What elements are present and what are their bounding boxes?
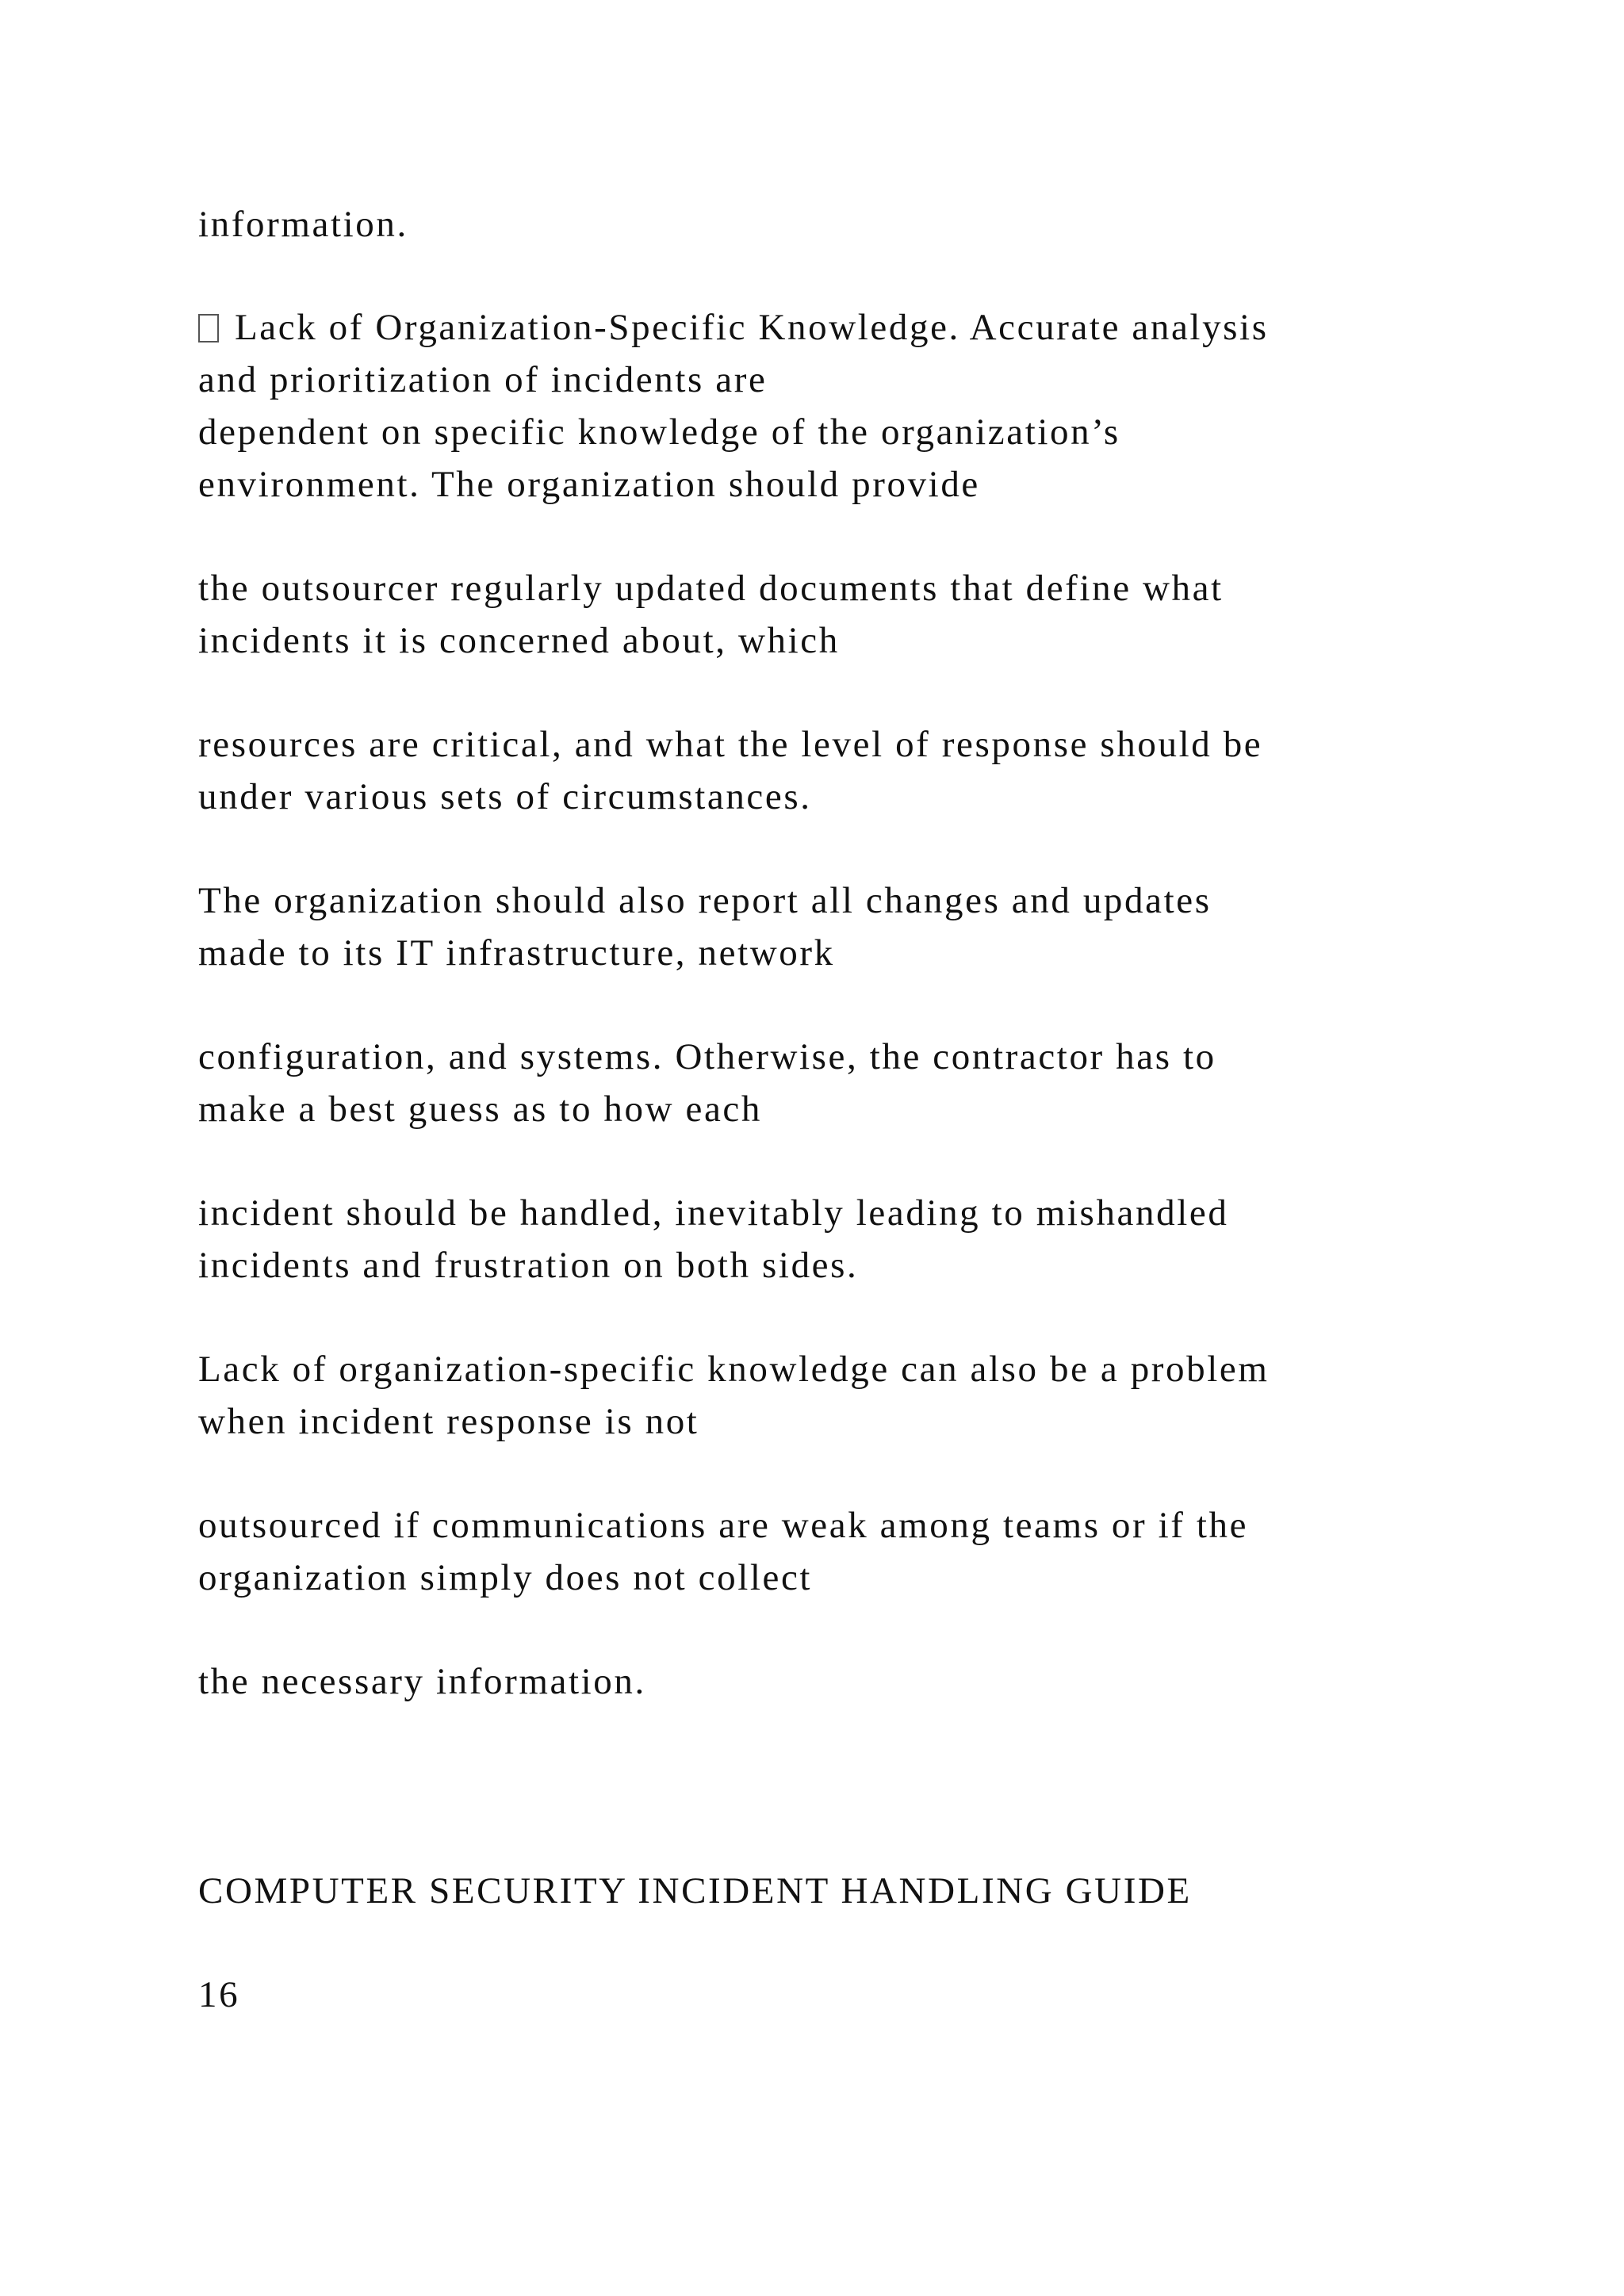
text-line: incidents it is concerned about, which: [198, 620, 840, 661]
text-line: environment. The organization should provide: [198, 464, 980, 505]
text-line: when incident response is not: [198, 1401, 699, 1442]
text-line: make a best guess as to how each: [198, 1089, 762, 1130]
text-line: information.: [198, 204, 408, 245]
text-line: incidents and frustration on both sides.: [198, 1245, 859, 1286]
text-line: under various sets of circumstances.: [198, 776, 812, 817]
text-line: made to its IT infrastructure, network: [198, 932, 835, 974]
text-line: Lack of organization-specific knowledge can also be a problem: [198, 1349, 1270, 1390]
running-footer-title: COMPUTER SECURITY INCIDENT HANDLING GUIDE: [198, 1870, 1192, 1911]
text-line: and prioritization of incidents are: [198, 359, 768, 400]
text-line: outsourced if communications are weak among teams or if the: [198, 1505, 1249, 1546]
page-number: 16: [198, 1974, 240, 2015]
text-line: organization simply does not collect: [198, 1557, 813, 1598]
text-line: dependent on specific knowledge of the organization’s: [198, 411, 1120, 453]
bullet-line: [198, 301, 1269, 354]
text-line: configuration, and systems. Otherwise, the contractor has to: [198, 1036, 1216, 1077]
bullet-text: Lack of Organization-Specific Knowledge. Accurate analysis: [235, 307, 1269, 348]
text-line: The organization should also report all changes and updates: [198, 880, 1212, 921]
text-line: the outsourcer regularly updated documents that define what: [198, 568, 1224, 609]
bullet-box-icon: [198, 314, 219, 342]
text-line: the necessary information.: [198, 1661, 646, 1702]
text-line: incident should be handled, inevitably leading to mishandled: [198, 1192, 1229, 1234]
text-line: resources are critical, and what the level of response should be: [198, 724, 1263, 765]
